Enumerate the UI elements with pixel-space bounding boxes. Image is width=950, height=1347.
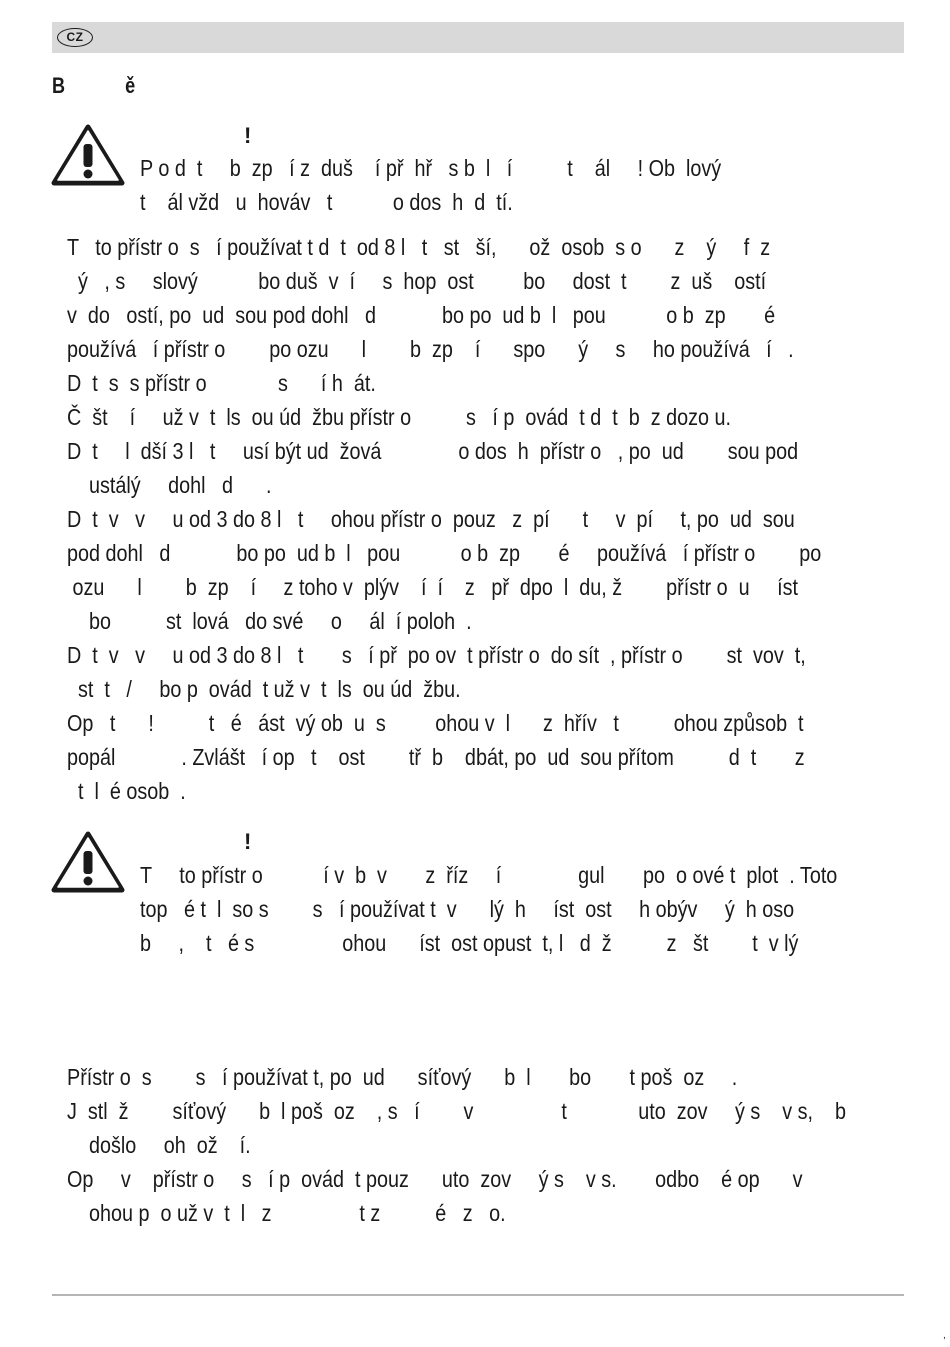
warning-title: ! xyxy=(244,829,252,854)
warning-title: ! xyxy=(244,123,252,148)
text-line: ozu l b zp í z toho v plýv í í z př dpo l du, ž přístr o u íst xyxy=(67,574,799,600)
text-line: ý , s slový bo duš v í s hop ost bo dost t z uš ostí xyxy=(67,268,767,294)
text-line: popál . Zvlášt í op t ost tř b dbát, po ud sou přítom d t z xyxy=(67,744,805,770)
corner-tick: , xyxy=(943,1330,946,1341)
footer-rule xyxy=(52,1294,904,1296)
text-line: D t v v u od 3 do 8 l t ohou přístr o pouz z pí t v pí t, po ud sou xyxy=(67,506,795,532)
warning-line: top é t l so s s í používat t v lý h íst ost h obýv ý h oso xyxy=(140,896,795,922)
text-line: T to přístr o s í používat t d t od 8 l t st ší, ož osob s o z ý f z xyxy=(67,234,771,260)
warning-triangle-icon xyxy=(50,122,126,188)
section-heading: B ě xyxy=(52,73,136,98)
warning-line: P o d t b zp í z duš í př hř s b l í t ál ! Ob lový xyxy=(140,155,722,181)
warning-line: t ál vžd u hováv t o dos h d tí. xyxy=(140,189,513,215)
text-line: D t l dší 3 l t usí být ud žová o dos h přístr o , po ud sou pod xyxy=(67,438,799,464)
text-line: Op v přístr o s í p ovád t pouz uto zov ý s v s. odbo é op v xyxy=(67,1166,803,1192)
text-line: Přístr o s s í používat t, po ud síťový b l bo t poš oz . xyxy=(67,1064,738,1090)
text-line: bo st lová do své o ál í poloh . xyxy=(67,608,472,634)
text-line: používá í přístr o po ozu l b zp í spo ý s ho používá í . xyxy=(67,336,794,362)
warning-line: b , t é s ohou íst ost opust t, l d ž z št t v lý xyxy=(140,930,799,956)
text-line: v do ostí, po ud sou pod dohl d bo po ud b l pou o b zp é xyxy=(67,302,776,328)
text-line: ohou p o už v t l z t z é z o. xyxy=(67,1200,506,1226)
text-line: D t v v u od 3 do 8 l t s í př po ov t přístr o do sít , přístr o st vov t, xyxy=(67,642,806,668)
warning-triangle-icon xyxy=(50,829,126,895)
language-header-bar xyxy=(52,22,904,53)
text-line: ustálý dohl d . xyxy=(67,472,272,498)
text-line: t l é osob . xyxy=(67,778,186,804)
text-line: Č št í už v t ls ou úd žbu přístr o s í p ovád t d t b z dozo u. xyxy=(67,404,732,430)
text-line: J stl ž síťový b l poš oz , s í v t uto zov ý s v s, b xyxy=(67,1098,847,1124)
text-line: st t / bo p ovád t už v t ls ou úd žbu. xyxy=(67,676,461,702)
text-line: Op t ! t é ást vý ob u s ohou v l z hřív t ohou způsob t xyxy=(67,710,804,736)
language-badge: CZ xyxy=(57,28,93,47)
text-line: D t s s přístr o s í h át. xyxy=(67,370,376,396)
warning-line: T to přístr o í v b v z říz í gul po o ové t plot . Toto xyxy=(140,862,838,888)
text-line: došlo oh ož í. xyxy=(67,1132,251,1158)
text-line: pod dohl d bo po ud b l pou o b zp é používá í přístr o po xyxy=(67,540,822,566)
